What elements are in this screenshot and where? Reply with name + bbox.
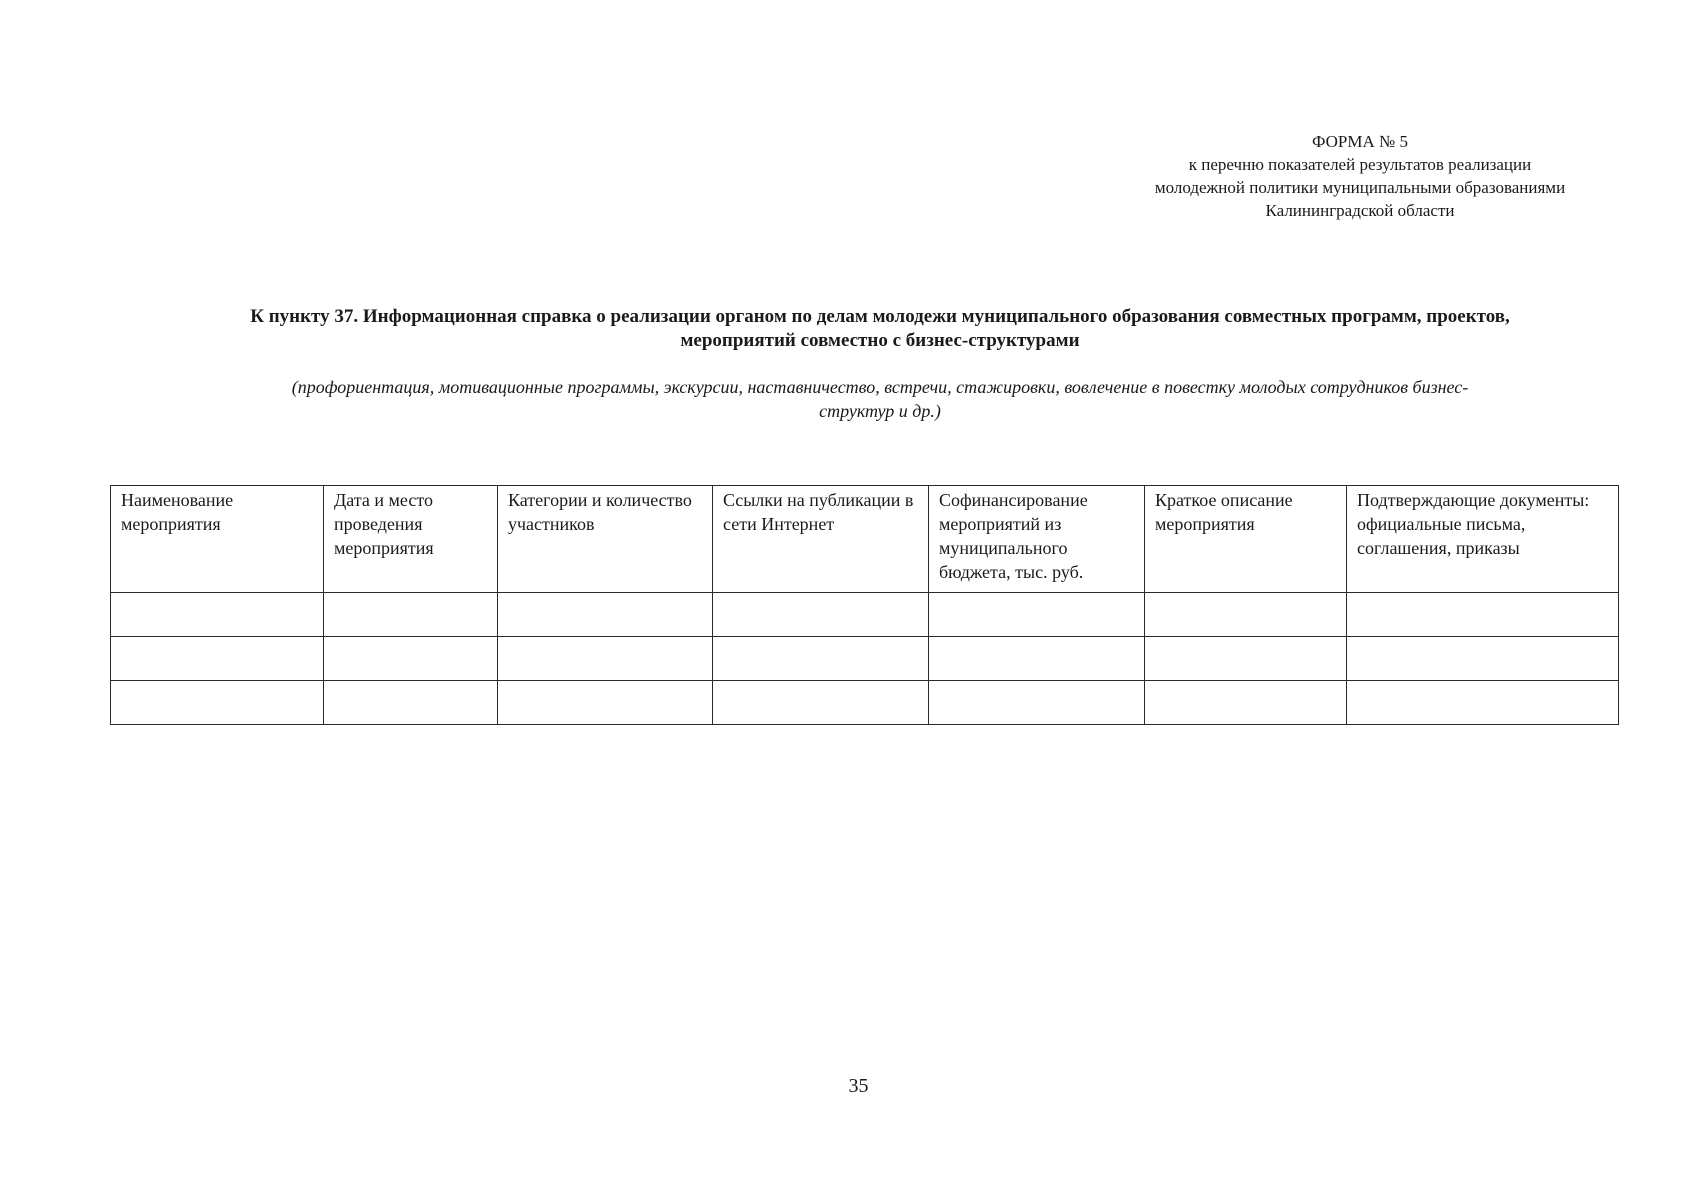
table-header-row [111,486,1619,593]
table-cell [111,681,324,725]
column-header-event-name: Наименование мероприятия [111,486,324,593]
form-reference-line: молодежной политики муниципальными образованиями [1154,178,1566,197]
table-cell [713,681,929,725]
column-header-cofinancing: Софинансирование мероприятий из муниципального бюджета, тыс. руб. [929,486,1145,593]
table-cell [1145,681,1347,725]
table-cell [111,637,324,681]
table-cell [1145,637,1347,681]
column-header-description: Краткое описание мероприятия [1145,486,1347,593]
table-row [111,637,1619,681]
table-cell [713,637,929,681]
column-header-documents: Подтверждающие документы: официальные письма, соглашения, приказы [1347,486,1619,593]
document-title [120,305,1640,353]
table-cell [498,593,713,637]
form-reference-line: Калининградской области [1265,201,1455,220]
column-header-internet-links: Ссылки на публикации в сети Интернет [713,486,929,593]
subtitle-line: структур и др.) [819,401,941,421]
subtitle-line: (профориентация, мотивационные программы, экскурсии, наставничество, встречи, стажировки, вовлечение в повестку молодых сотрудников бизнес- [291,377,1469,397]
table-cell [498,681,713,725]
table-cell [713,593,929,637]
table-cell [1347,637,1619,681]
column-header-participants: Категории и количество участников [498,486,713,593]
form-reference-line: к перечню показателей результатов реализации [1188,155,1532,174]
table-cell [1347,593,1619,637]
table-cell [324,593,498,637]
table-cell [929,681,1145,725]
table-cell [929,637,1145,681]
column-header-date-place: Дата и место проведения мероприятия [324,486,498,593]
table-cell [324,681,498,725]
page-number: 35 [848,1075,869,1097]
title-line: К пункту 37. Информационная справка о реализации органом по делам молодежи муниципального образования совместных программ, проектов, [250,306,1510,327]
table-cell [498,637,713,681]
table-cell [1145,593,1347,637]
table-cell [324,637,498,681]
form-header [1090,130,1630,222]
table-cell [111,593,324,637]
document-subtitle [140,375,1620,423]
table-cell [1347,681,1619,725]
table-row [111,593,1619,637]
title-line: мероприятий совместно с бизнес-структурами [680,330,1080,351]
table-row [111,681,1619,725]
report-table [110,485,1619,725]
form-number: ФОРМА № 5 [1312,132,1408,151]
table-cell [929,593,1145,637]
